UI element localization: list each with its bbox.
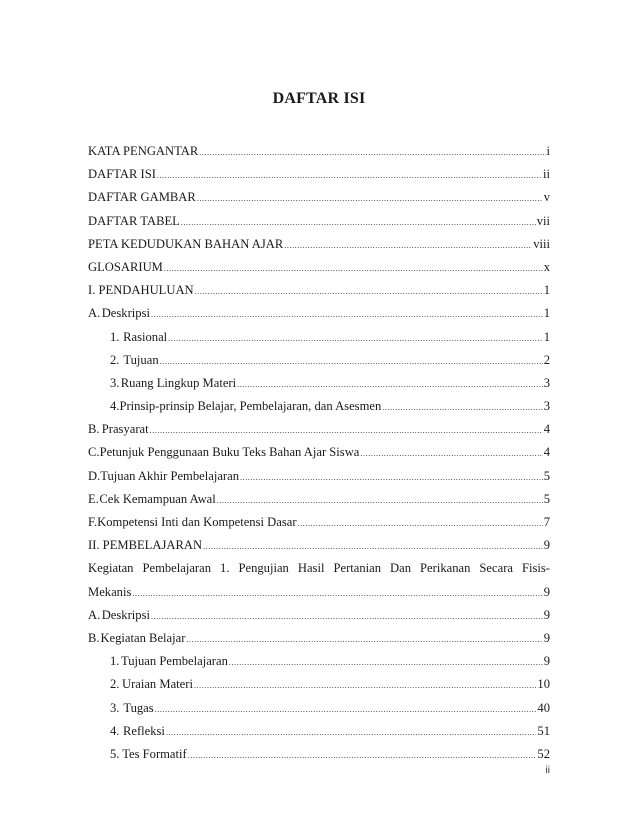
- toc-entry-label: Deskripsi: [101, 607, 150, 622]
- toc-entry-number: A.: [88, 607, 101, 622]
- dot-leader: [164, 264, 543, 273]
- toc-entry-label: Ruang Lingkup Materi: [120, 375, 237, 390]
- table-of-contents: [88, 144, 550, 770]
- toc-entry[interactable]: [88, 237, 550, 260]
- page-title: DAFTAR ISI: [272, 90, 366, 107]
- dot-leader: [382, 403, 542, 412]
- toc-entry-page: 40: [537, 700, 550, 715]
- toc-entry-label: DAFTAR ISI: [88, 167, 156, 182]
- toc-entry-page: 51: [537, 723, 550, 738]
- dot-leader: [160, 357, 543, 366]
- toc-entry[interactable]: [88, 654, 550, 677]
- toc-entry[interactable]: [88, 144, 550, 167]
- toc-entry-page: viii: [533, 236, 550, 251]
- dot-leader: [197, 194, 543, 203]
- toc-entry[interactable]: [88, 330, 550, 353]
- toc-entry-number: 1.: [110, 654, 120, 669]
- toc-entry-page: 4: [543, 445, 550, 460]
- toc-entry-page: x: [543, 259, 550, 274]
- toc-entry[interactable]: [88, 260, 550, 283]
- toc-entry-label: Cek Kemampuan Awal: [99, 491, 216, 506]
- toc-entry-page: 5: [543, 491, 550, 506]
- dot-leader: [151, 612, 543, 621]
- toc-entry-page: 9: [543, 607, 550, 622]
- toc-entry-page: 9: [543, 584, 550, 599]
- toc-entry[interactable]: [88, 214, 550, 237]
- toc-entry-page: 1: [543, 329, 550, 344]
- dot-leader: [284, 241, 532, 250]
- toc-entry-page: 1: [543, 306, 550, 321]
- toc-entry-number: D.: [88, 468, 101, 483]
- toc-entry-number: E.: [88, 491, 99, 506]
- dot-leader: [229, 658, 543, 667]
- toc-entry-number: 2.: [110, 352, 120, 367]
- dot-leader: [155, 705, 537, 714]
- toc-entry[interactable]: [88, 538, 550, 561]
- toc-section-kegiatan: [88, 608, 550, 770]
- toc-section-front: [88, 144, 550, 561]
- toc-entry-number: B.: [88, 422, 100, 437]
- dot-leader: [217, 496, 543, 505]
- toc-entry[interactable]: [88, 353, 550, 376]
- dot-leader: [240, 473, 543, 482]
- toc-entry-page: 9: [543, 654, 550, 669]
- toc-entry-page: 3: [543, 375, 550, 390]
- dot-leader: [194, 681, 536, 690]
- toc-entry-page: v: [543, 190, 550, 205]
- dot-leader: [132, 589, 542, 598]
- toc-entry[interactable]: [88, 631, 550, 654]
- toc-entry-page: 52: [537, 746, 550, 761]
- toc-entry[interactable]: [88, 190, 550, 213]
- dot-leader: [237, 380, 543, 389]
- toc-entry-kegiatan-line2[interactable]: [88, 585, 550, 608]
- toc-entry-number: 3.: [110, 700, 120, 715]
- toc-entry[interactable]: [88, 283, 550, 306]
- dot-leader: [199, 148, 545, 157]
- toc-entry-label: PETA KEDUDUKAN BAHAN AJAR: [88, 236, 284, 251]
- toc-entry[interactable]: [88, 376, 550, 399]
- toc-entry-page: 1: [543, 283, 550, 298]
- toc-entry[interactable]: [88, 724, 550, 747]
- toc-entry-number: 5.: [110, 746, 120, 761]
- toc-entry-label: DAFTAR TABEL: [88, 213, 180, 228]
- toc-entry[interactable]: [88, 306, 550, 329]
- toc-entry-label: DAFTAR GAMBAR: [88, 190, 196, 205]
- toc-entry[interactable]: [88, 492, 550, 515]
- toc-entry-label: Prinsip-prinsip Belajar, Pembelajaran, dan Asesmen: [119, 399, 382, 414]
- toc-entry-number: F.: [88, 515, 98, 529]
- toc-entry[interactable]: [88, 167, 550, 190]
- toc-entry-number: C.: [88, 445, 100, 460]
- toc-entry-number: 4.: [110, 723, 120, 738]
- toc-entry-label: Kompetensi Inti dan Kompetensi Dasar: [97, 515, 297, 529]
- toc-entry-label: Uraian Materi: [121, 677, 193, 692]
- dot-leader: [150, 426, 543, 435]
- dot-leader: [360, 449, 542, 458]
- toc-entry-label: I. PENDAHULUAN: [88, 283, 194, 298]
- toc-entry-label: Rasional: [123, 329, 168, 344]
- toc-entry-label: Prasyarat: [101, 422, 149, 437]
- toc-entry-page: 2: [543, 352, 550, 367]
- toc-entry[interactable]: [88, 515, 550, 538]
- toc-entry[interactable]: [88, 608, 550, 631]
- toc-entry-number: 3.: [110, 375, 120, 390]
- toc-entry-label: II. PEMBELAJARAN: [88, 538, 203, 553]
- toc-entry-label: GLOSARIUM: [88, 259, 163, 274]
- toc-entry-page: 10: [537, 677, 550, 692]
- dot-leader: [157, 171, 542, 180]
- dot-leader: [298, 519, 543, 528]
- toc-entry[interactable]: [88, 469, 550, 492]
- toc-entry-number: 2.: [110, 677, 120, 692]
- toc-entry[interactable]: [88, 445, 550, 468]
- toc-entry-kegiatan-line1[interactable]: Kegiatan Pembelajaran 1. Pengujian Hasil Pertanian Dan Perikanan Secara Fisis-: [88, 561, 550, 576]
- dot-leader: [168, 334, 543, 343]
- toc-entry-number: 4.: [110, 399, 120, 414]
- toc-entry-page: ii: [543, 167, 550, 182]
- toc-entry-label: KATA PENGANTAR: [88, 144, 199, 158]
- dot-leader: [186, 635, 542, 644]
- dot-leader: [151, 310, 543, 319]
- toc-entry[interactable]: [88, 747, 550, 770]
- dot-leader: [195, 287, 543, 296]
- toc-entry[interactable]: [88, 422, 550, 445]
- toc-entry-label: Mekanis: [88, 584, 132, 599]
- toc-entry-label: Deskripsi: [101, 306, 150, 321]
- toc-entry-label: Tugas: [123, 700, 154, 715]
- page-number: ii: [545, 765, 550, 776]
- toc-entry-label: Petunjuk Penggunaan Buku Teks Bahan Ajar Siswa: [99, 445, 360, 460]
- toc-entry-number: B.: [88, 630, 100, 645]
- dot-leader: [188, 751, 537, 760]
- toc-entry-page: vii: [536, 213, 550, 228]
- toc-entry-number: A.: [88, 306, 101, 321]
- toc-entry-label: Kegiatan Belajar: [100, 630, 186, 645]
- toc-entry-number: 1.: [110, 329, 120, 344]
- toc-entry-label: Tujuan: [123, 352, 159, 367]
- toc-entry[interactable]: [88, 677, 550, 700]
- toc-entry[interactable]: [88, 701, 550, 724]
- toc-entry-label: Tujuan Akhir Pembelajaran: [100, 468, 239, 483]
- dot-leader: [203, 542, 543, 551]
- toc-entry-page: 3: [543, 399, 550, 414]
- toc-entry-page: 9: [543, 630, 550, 645]
- dot-leader: [181, 218, 536, 227]
- toc-entry-page: 7: [543, 515, 550, 529]
- toc-entry-label: Tujuan Pembelajaran: [120, 654, 228, 669]
- toc-entry-page: 9: [543, 538, 550, 553]
- dot-leader: [166, 728, 536, 737]
- toc-entry-page: i: [546, 144, 550, 158]
- toc-entry-label: Refleksi: [122, 723, 165, 738]
- toc-entry-page: 4: [543, 422, 550, 437]
- toc-entry-page: 5: [543, 468, 550, 483]
- toc-entry-label: Tes Formatif: [122, 746, 187, 761]
- toc-entry[interactable]: [88, 399, 550, 422]
